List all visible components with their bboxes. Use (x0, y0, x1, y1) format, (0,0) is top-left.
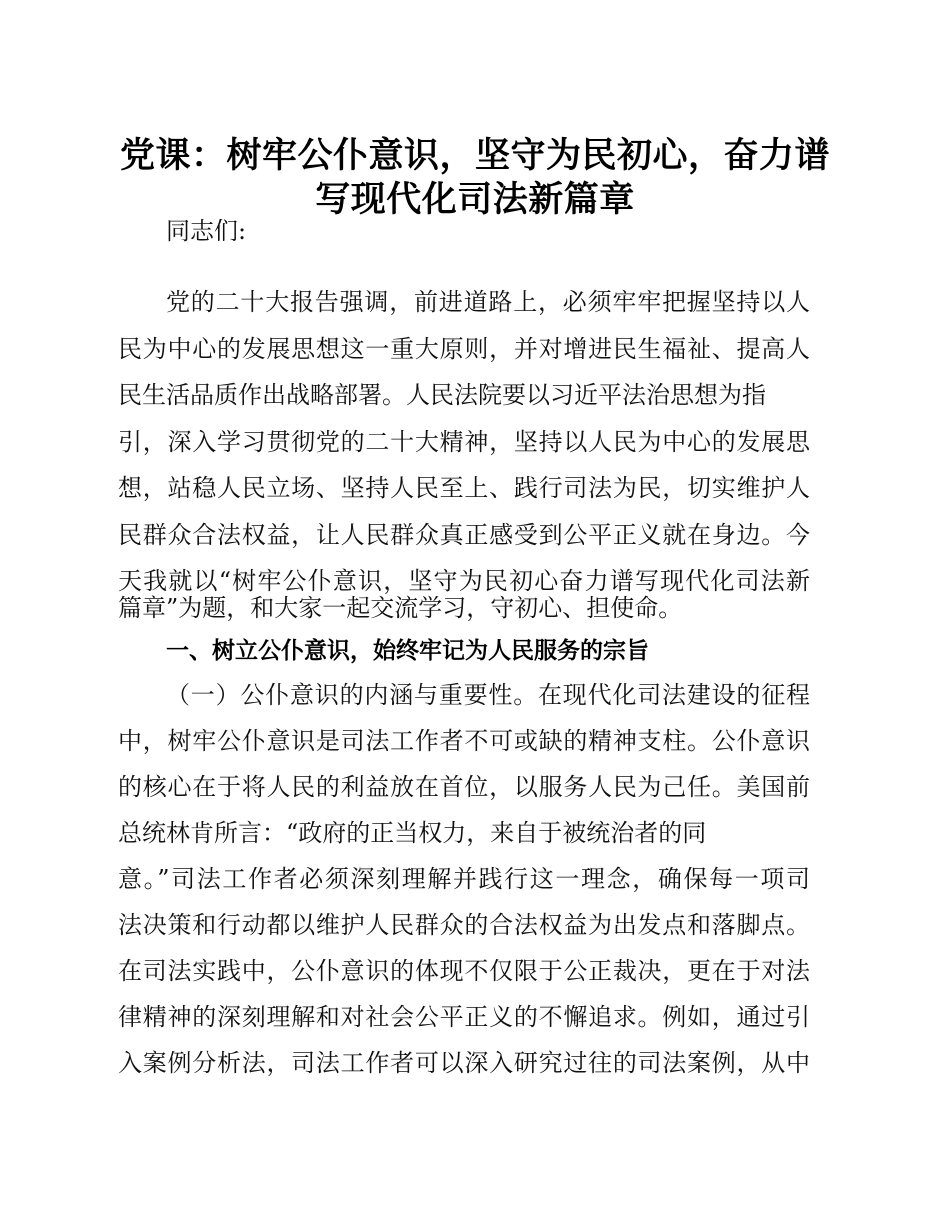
salutation: 同志们: (166, 217, 247, 245)
paragraph-1-line: 天我就以“树牢公仆意识，坚守为民初心奋力谱写现代化司法新 (118, 567, 810, 595)
paragraph-1-line: 民群众合法权益，让人民群众真正感受到公平正义就在身边。今 (118, 521, 810, 549)
paragraph-2-line: 意。”司法工作者必须深刻理解并践行这一理念，确保每一项司 (118, 865, 810, 893)
section-1-heading: 一、树立公仆意识，始终牢记为人民服务的宗旨 (166, 638, 649, 664)
paragraph-1-line: 想，站稳人民立场、坚持人民至上、践行司法为民，切实维护人 (118, 474, 810, 502)
paragraph-2-line: 入案例分析法，司法工作者可以深入研究过往的司法案例，从中 (118, 1049, 810, 1077)
paragraph-2-line: 中，树牢公仆意识是司法工作者不可或缺的精神支柱。公仆意识 (118, 727, 810, 755)
paragraph-2-line: 在司法实践中，公仆意识的体现不仅限于公正裁决，更在于对法 (118, 957, 810, 985)
paragraph-1-line: 民为中心的发展思想这一重大原则，并对增进民生福祉、提高人 (118, 335, 810, 363)
paragraph-1-line: 民生活品质作出战略部署。人民法院要以习近平法治思想为指 (118, 381, 766, 409)
document-title-line-2: 写现代化司法新篇章 (315, 179, 635, 220)
paragraph-2-line: 的核心在于将人民的利益放在首位，以服务人民为己任。美国前 (118, 773, 810, 801)
document-title-line-1: 党课：树牢公仆意识，坚守为民初心，奋力谱 (119, 135, 830, 176)
paragraph-2-line: 总统林肯所言：“政府的正当权力，来自于被统治者的同 (118, 819, 707, 847)
paragraph-2-line: 律精神的深刻理解和对社会公平正义的不懈追求。例如，通过引 (118, 1003, 810, 1031)
paragraph-1-line: 引，深入学习贯彻党的二十大精神，坚持以人民为中心的发展思 (118, 428, 810, 456)
paragraph-2-line: 法决策和行动都以维护人民群众的合法权益为出发点和落脚点。 (118, 911, 810, 939)
paragraph-1-line: 篇章”为题，和大家一起交流学习，守初心、担使命。 (118, 594, 683, 622)
paragraph-2-line: （一）公仆意识的内涵与重要性。在现代化司法建设的征程 (166, 681, 810, 709)
paragraph-1-line: 党的二十大报告强调，前进道路上，必须牢牢把握坚持以人 (166, 288, 810, 316)
